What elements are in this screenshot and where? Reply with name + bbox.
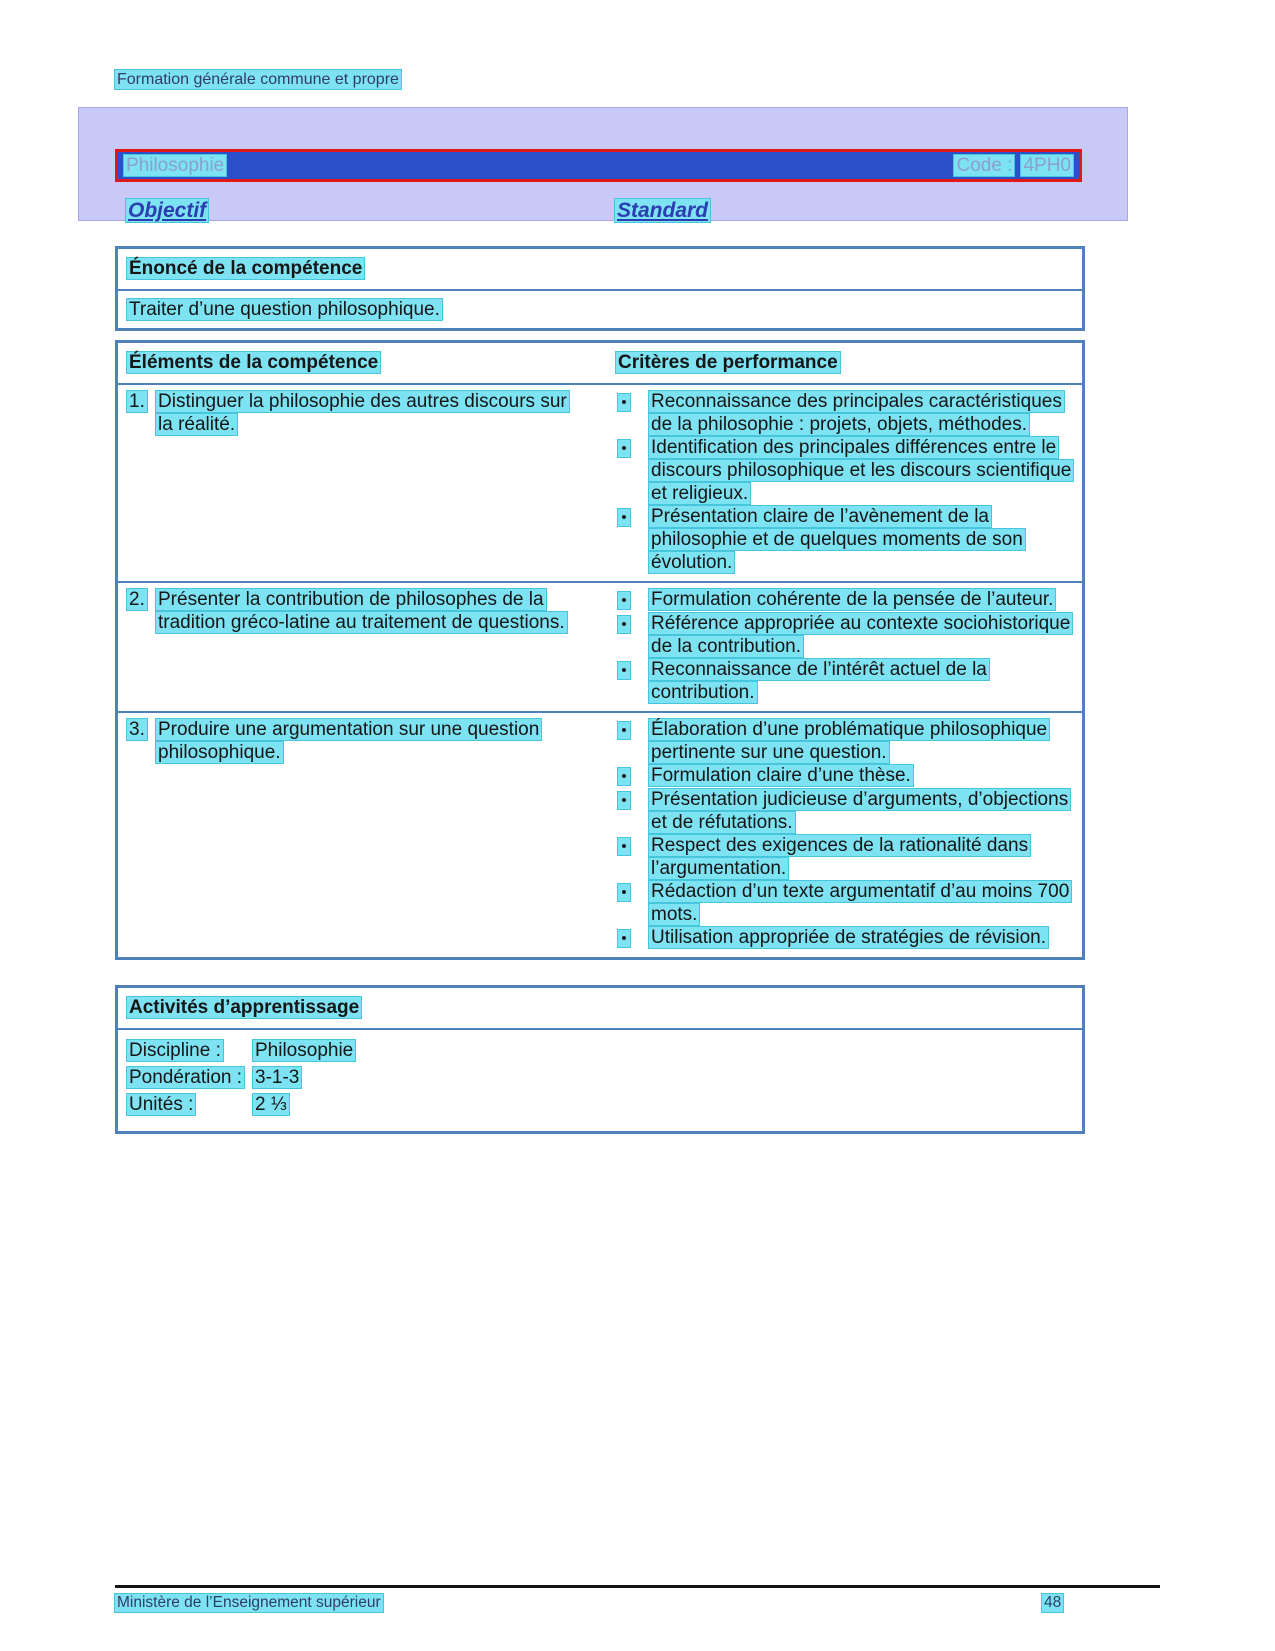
element-cell [118, 390, 612, 574]
criterion-item [612, 390, 1073, 436]
criterion-text: Élaboration d’une problématique philosophique pertinente sur une question. [651, 719, 1048, 763]
criterion-item [612, 788, 1073, 834]
criterion-text: Utilisation appropriée de stratégies de révision. [651, 927, 1046, 948]
bullet-icon: • [618, 662, 629, 679]
footer-ministry: Ministère de l’Enseignement supérieur [117, 1594, 381, 1611]
activity-value: 2 ⅓ [255, 1094, 287, 1115]
criterion-item [612, 764, 1073, 788]
competence-row-1 [118, 385, 1082, 581]
bullet-icon: • [618, 792, 629, 809]
enonce-body-text: Traiter d’une question philosophique. [129, 299, 440, 320]
activities-header-text: Activités d’apprentissage [129, 997, 360, 1018]
standard-heading: Standard [617, 199, 709, 222]
criterion-item [612, 834, 1073, 880]
criterion-item [612, 612, 1073, 658]
activity-row-unites [127, 1092, 1073, 1118]
criterion-text: Respect des exigences de la rationalité dans l’argumentation. [651, 835, 1029, 879]
activity-label: Discipline : [129, 1040, 221, 1061]
activity-value: 3-1-3 [255, 1067, 300, 1088]
bullet-icon: • [618, 930, 629, 947]
element-text: Produire une argumentation sur une question philosophique. [158, 719, 540, 763]
criterion-text: Rédaction d’un texte argumentatif d’au moins 700 mots. [651, 881, 1070, 925]
criteria-cell [612, 588, 1083, 704]
bullet-icon: • [618, 722, 629, 739]
bullet-icon: • [618, 440, 629, 457]
element-text: Distinguer la philosophie des autres discours sur la réalité. [158, 391, 567, 435]
activity-value: Philosophie [255, 1040, 354, 1061]
bullet-icon: • [618, 768, 629, 785]
element-text: Présenter la contribution de philosophes de la tradition gréco-latine au traitement de questions. [158, 589, 565, 633]
criterion-text: Reconnaissance des principales caractéristiques de la philosophie : projets, objets, méthodes. [651, 391, 1062, 435]
standard-heading-wrap [615, 199, 710, 223]
bullet-icon: • [618, 394, 629, 411]
activity-label: Unités : [129, 1094, 194, 1115]
footer-rule [115, 1585, 1160, 1588]
criterion-text: Formulation cohérente de la pensée de l’auteur. [651, 589, 1054, 610]
enonce-table [115, 246, 1085, 331]
criterion-item [612, 926, 1073, 950]
bullet-icon: • [618, 592, 629, 609]
activities-table-header [118, 988, 1082, 1030]
criterion-item [612, 658, 1073, 704]
header-note: Formation générale commune et propre [117, 71, 399, 88]
element-number: 2. [129, 589, 145, 610]
activities-table [115, 985, 1085, 1134]
criterion-item [612, 588, 1073, 612]
criterion-item [612, 505, 1073, 574]
criterion-text: Reconnaissance de l’intérêt actuel de la contribution. [651, 659, 987, 703]
title-panel [78, 107, 1128, 221]
elements-column-header-cell [118, 351, 612, 374]
objectif-heading-wrap [126, 199, 208, 223]
criterion-text: Présentation claire de l’avènement de la philosophie et de quelques moments de son évolution. [651, 506, 1023, 573]
criterion-text: Identification des principales différences entre le discours philosophique et les discours scientifique et religieux. [651, 437, 1072, 504]
course-code-label: Code : [956, 155, 1013, 176]
activities-table-body [118, 1030, 1082, 1131]
bullet-icon: • [618, 509, 629, 526]
criteria-cell [612, 390, 1083, 574]
criteres-column-header: Critères de performance [618, 352, 838, 373]
element-cell [118, 718, 612, 950]
criterion-text: Formulation claire d’une thèse. [651, 765, 911, 786]
criterion-text: Référence appropriée au contexte sociohistorique de la contribution. [651, 613, 1071, 657]
enonce-table-header [118, 249, 1082, 291]
footer-page-number: 48 [1044, 1594, 1062, 1611]
criterion-text: Présentation judicieuse d’arguments, d’objections et de réfutations. [651, 789, 1069, 833]
bullet-icon: • [618, 838, 629, 855]
activity-label: Pondération : [129, 1067, 243, 1088]
competence-row-3 [118, 711, 1082, 957]
competence-row-2 [118, 581, 1082, 711]
competence-table [115, 340, 1085, 960]
criteria-cell [612, 718, 1083, 950]
course-code-group [954, 155, 1073, 176]
enonce-header-text: Énoncé de la compétence [129, 258, 363, 279]
bullet-icon: • [618, 884, 629, 901]
objectif-heading: Objectif [128, 199, 207, 222]
criterion-item [612, 880, 1073, 926]
activity-row-discipline [127, 1038, 1073, 1064]
activity-row-ponderation [127, 1065, 1073, 1091]
competence-table-header [118, 343, 1082, 385]
element-number: 1. [129, 391, 145, 412]
course-title: Philosophie [126, 155, 225, 176]
elements-column-header: Éléments de la compétence [129, 352, 379, 373]
bullet-icon: • [618, 616, 629, 633]
criteres-column-header-cell [612, 351, 1082, 374]
criterion-item [612, 718, 1073, 764]
course-title-bar [115, 149, 1082, 182]
element-number: 3. [129, 719, 145, 740]
criterion-item [612, 436, 1073, 505]
enonce-table-body [118, 291, 1082, 328]
course-code-value: 4PH0 [1023, 155, 1071, 176]
element-cell [118, 588, 612, 704]
